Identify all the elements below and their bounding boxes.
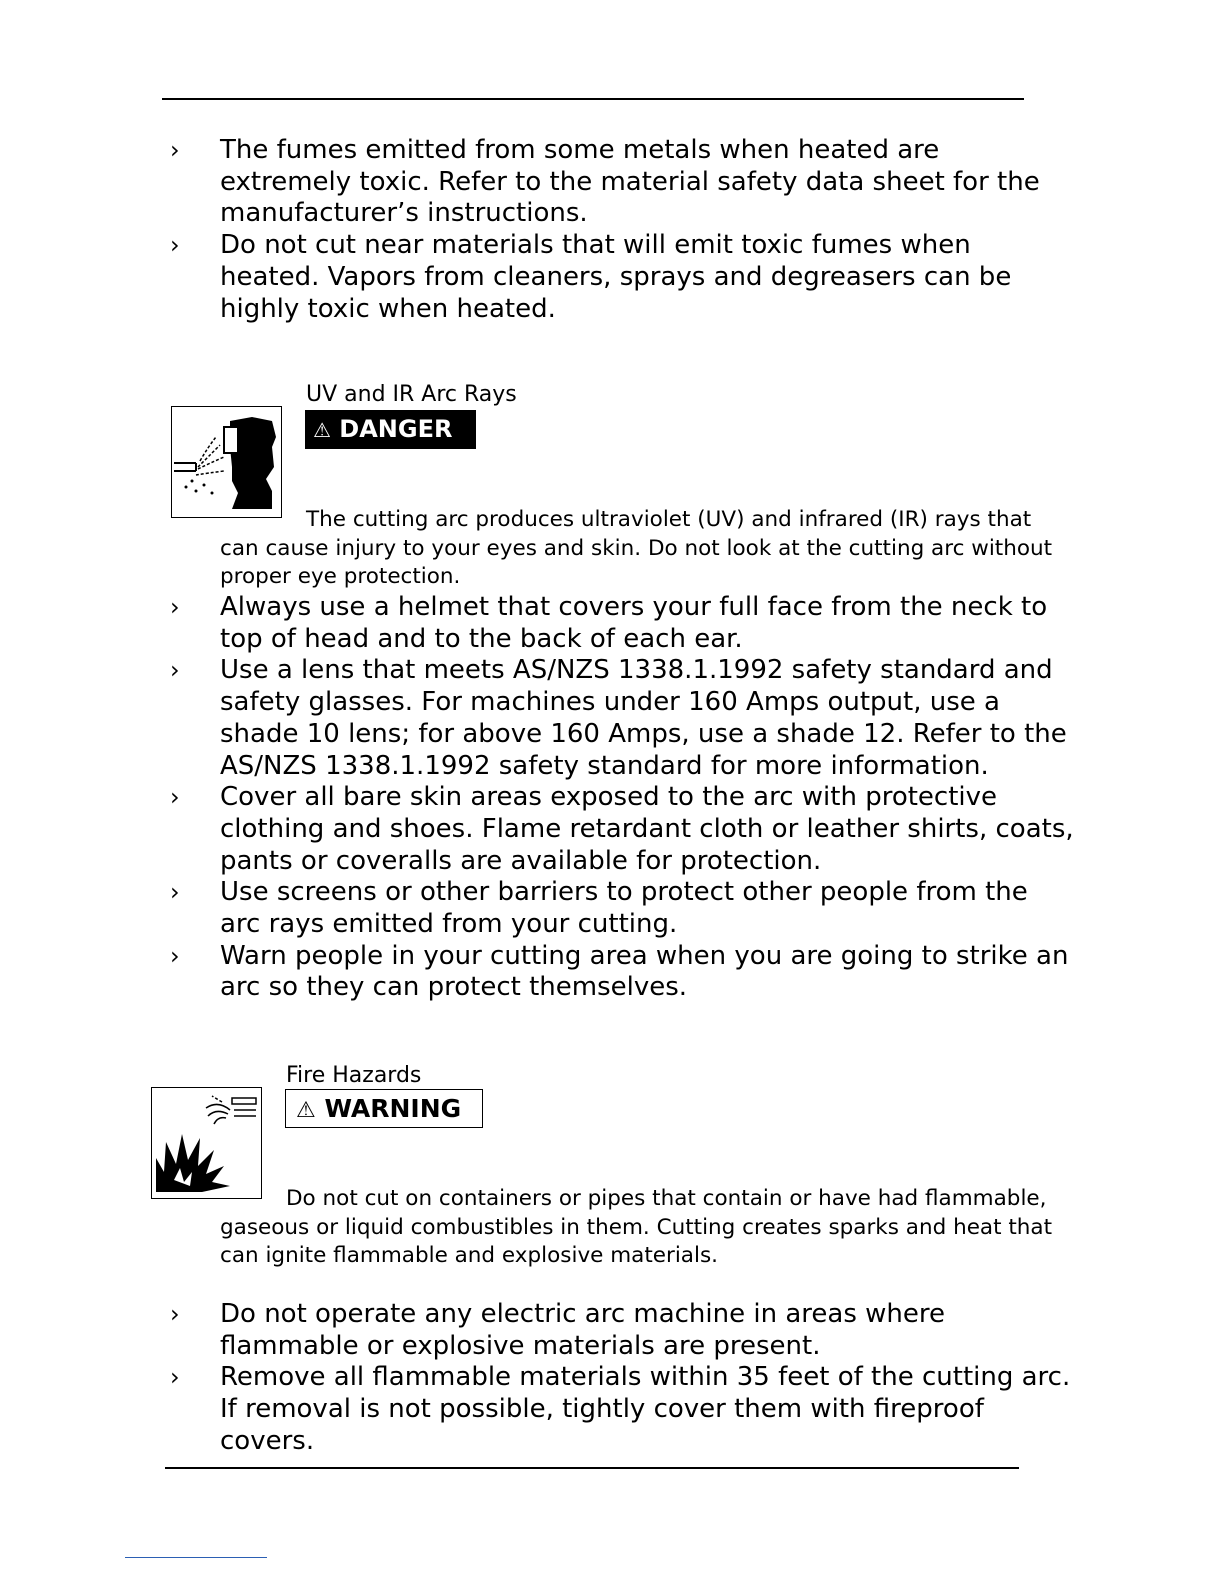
list-item xyxy=(0,1299,1224,1362)
list-item-text: Use screens or other barriers to protect other people from the arc rays emitted from your cutting. xyxy=(220,877,1028,940)
list-item-text: Remove all flammable materials within 35 feet of the cutting arc. If removal is not possible, tightly cover them with fireproof covers. xyxy=(220,1362,1071,1456)
list-item-text: The fumes emitted from some metals when heated are extremely toxic. Refer to the material safety data sheet for the manufacturer’s instructions. xyxy=(220,135,1040,229)
uv-intro-paragraph: The cutting arc produces ultraviolet (UV) and infrared (IR) rays that can cause injury to your eyes and skin. Do not look at the cutting arc without proper eye protection. xyxy=(220,507,1053,589)
list-item-text: Warn people in your cutting area when you are going to strike an arc so they can protect themselves. xyxy=(220,940,1069,1003)
bullet-chevron-icon: › xyxy=(170,878,180,907)
warning-sign xyxy=(285,1089,483,1128)
fire-section-title: Fire Hazards xyxy=(286,1063,422,1088)
danger-sign xyxy=(305,410,476,449)
welder-helmet-arc-rays-icon xyxy=(171,406,282,518)
list-item xyxy=(0,230,1224,325)
bullet-chevron-icon: › xyxy=(170,136,180,164)
top-rule xyxy=(162,98,1024,100)
list-item xyxy=(0,592,1224,655)
danger-label: DANGER xyxy=(339,415,453,443)
bullet-chevron-icon: › xyxy=(170,231,180,260)
fire-bullet-list xyxy=(0,1299,1224,1458)
bullet-chevron-icon: › xyxy=(170,1363,180,1392)
warning-triangle-icon: ⚠ xyxy=(313,418,331,442)
toxic-fumes-list xyxy=(0,135,1224,325)
warning-label: WARNING xyxy=(324,1094,462,1123)
bullet-chevron-icon: › xyxy=(170,941,180,970)
fire-intro-paragraph: Do not cut on containers or pipes that contain or have had flammable, gaseous or liquid combustibles in them. Cutting creates sparks and heat that can ignite flammable and explosive materials. xyxy=(220,1186,1053,1268)
list-item xyxy=(0,135,1224,230)
uv-bullet-list xyxy=(0,592,1224,1004)
list-item xyxy=(0,877,1224,940)
list-item-text: Cover all bare skin areas exposed to the arc with protective clothing and shoes. Flame retardant cloth or leather shirts, coats, pants or coveralls are available for protection. xyxy=(220,782,1074,876)
bullet-chevron-icon: › xyxy=(170,783,180,812)
bullet-chevron-icon: › xyxy=(170,1300,180,1328)
bullet-chevron-icon: › xyxy=(170,656,180,685)
uv-section-title: UV and IR Arc Rays xyxy=(306,382,517,407)
list-item-text: Do not operate any electric arc machine in areas where flammable or explosive materials are present. xyxy=(220,1299,945,1361)
bullet-chevron-icon: › xyxy=(170,593,180,621)
list-item-text: Always use a helmet that covers your full face from the neck to top of head and to the back of each ear. xyxy=(220,592,1048,654)
list-item xyxy=(0,941,1224,1004)
list-item-text: Use a lens that meets AS/NZS 1338.1.1992 safety standard and safety glasses. For machines under 160 Amps output, use a shade 10 lens; for above 160 Amps, use a shade 12. Refer to the AS/NZS 1338.1.1992 safety standard for more information. xyxy=(220,655,1067,781)
list-item xyxy=(0,782,1224,877)
warning-triangle-icon: ⚠ xyxy=(296,1098,316,1123)
list-item-text: Do not cut near materials that will emit toxic fumes when heated. Vapors from cleaners, sprays and degreasers can be highly toxic when heated. xyxy=(220,230,1012,324)
fire-explosion-icon xyxy=(151,1087,262,1199)
bottom-rule xyxy=(165,1467,1019,1469)
list-item xyxy=(0,655,1224,782)
list-item xyxy=(0,1362,1224,1457)
footer-link-underline xyxy=(125,1557,267,1558)
